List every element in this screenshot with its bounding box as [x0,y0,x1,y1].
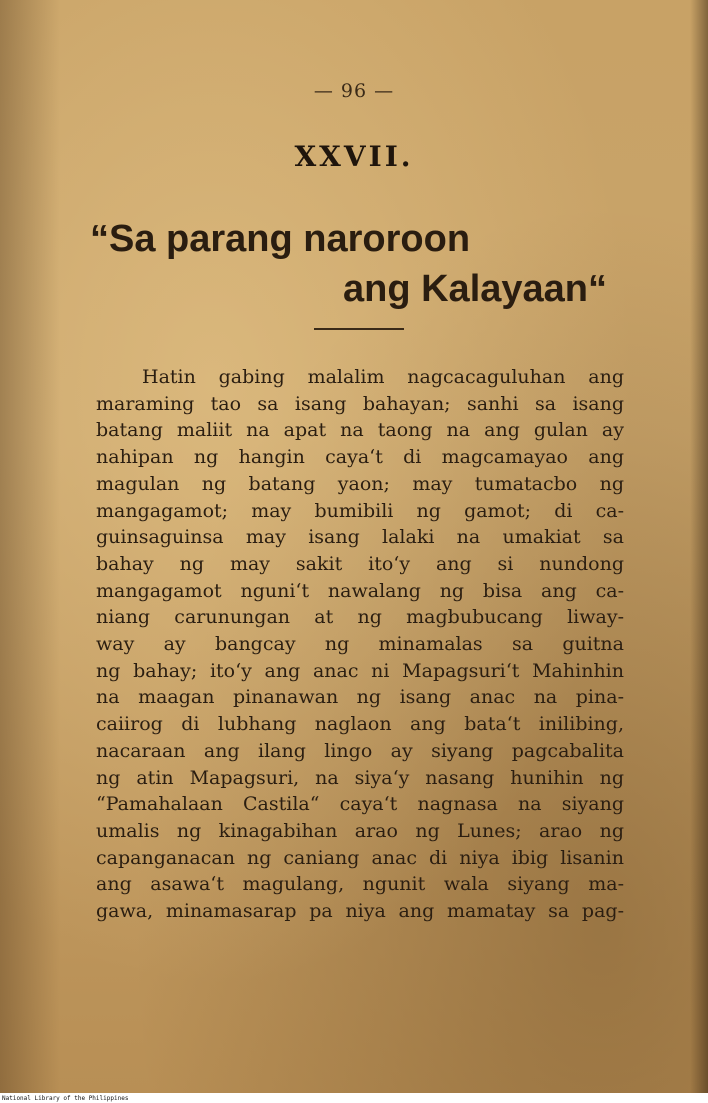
text-line: niang carunungan at ng magbubucang liway- [96,606,624,629]
title-divider [314,328,404,330]
text-line: nacaraan ang ilang lingo ay siyang pagcabalita [96,739,624,762]
text-line: ng bahay; ito‘y ang anac ni Mapagsuri‘t Mahinhin [96,659,624,682]
text-line: Hatin gabing malalim nagcacaguluhan ang [142,366,624,388]
title-line-1: “Sa parang naroroon [90,218,471,260]
text-line: na maagan pinanawan ng isang anac na pina- [96,686,624,709]
chapter-heading: XXVII. [294,140,414,173]
text-line: magulan ng batang yaon; may tumatacbo ng [96,472,624,495]
body-paragraph [96,364,624,925]
title-line-2: ang Kalayaan“ [343,268,607,310]
text-line: batang maliit na apat na taong na ang gulan ay [96,419,624,442]
text-line: caiirog di lubhang naglaon ang bata‘t inilibing, [96,713,624,736]
text-line: maraming tao sa isang bahayan; sanhi sa isang [96,392,624,415]
text-line: capanganacan ng caniang anac di niya ibig lisanin [96,846,624,869]
library-credit: National Library of the Philippines [2,1095,129,1102]
text-line: ang asawa‘t magulang, ngunit wala siyang ma- [96,873,624,896]
text-line: gawa, minamasarap pa niya ang mamatay sa pag- [96,900,624,923]
text-line: guinsaguinsa may isang lalaki na umakiat sa [96,526,624,549]
page-number: — 96 — [313,80,395,102]
text-line: mangagamot nguni‘t nawalang ng bisa ang ca- [96,579,624,602]
text-line: umalis ng kinagabihan arao ng Lunes; arao ng [96,819,624,842]
text-line: mangagamot; may bumibili ng gamot; di ca- [96,499,624,522]
text-line: “Pamahalaan Castila“ caya‘t nagnasa na siyang [96,793,624,816]
text-line: ng atin Mapagsuri, na siya‘y nasang hunihin ng [96,766,624,789]
text-line: way ay bangcay ng minamalas sa guitna [96,633,624,656]
text-line: bahay ng may sakit ito‘y ang si nundong [96,552,624,575]
text-line: nahipan ng hangin caya‘t di magcamayao ang [96,446,624,469]
